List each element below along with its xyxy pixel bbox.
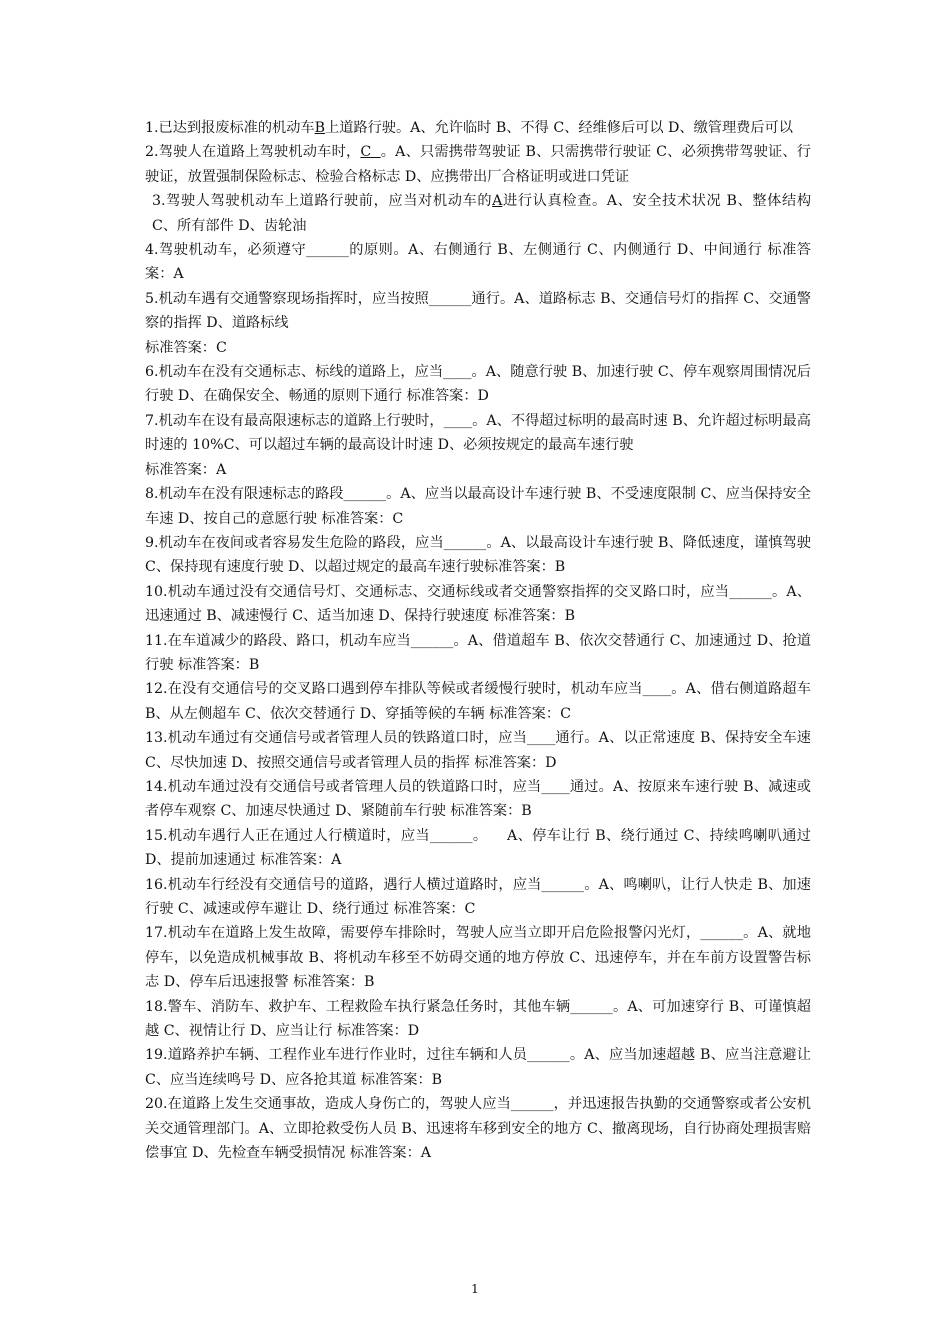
question-5: 5.机动车遇有交通警察现场指挥时，应当按照______通行。A、道路标志 B、交通信号灯的指挥 C、交通警察的指挥 D、道路标线 <box>145 290 811 332</box>
question-11: 11.在车道减少的路段、路口，机动车应当______。A、借道超车 B、依次交替通行 C、加速通过 D、抢道行驶 标准答案：B <box>145 632 811 673</box>
question-19: 19.道路养护车辆、工程作业车进行作业时，过往车辆和人员______。A、应当加速超越 B、应当注意避让 C、应当连续鸣号 D、应各抢其道 标准答案：B <box>145 1047 811 1088</box>
page-number: 1 <box>471 1282 479 1296</box>
question-9: 9.机动车在夜间或者容易发生危险的路段，应当______。A、以最高设计车速行驶 B、降低速度，谨慎驾驶 C、保持现有速度行驶 D、以超过规定的最高车速行驶标准答案：B <box>145 534 811 576</box>
question-13: 13.机动车通过有交通信号或者管理人员的铁路道口时，应当____通行。A、以正常速度 B、保持安全车速 C、尽快加速 D、按照交通信号或者管理人员的指挥 标准答案：D <box>145 730 811 771</box>
question-5-answer: 标准答案：C <box>145 339 227 356</box>
question-3-options: 进行认真检查。A、安全技术状况 B、整体结构 C、所有部件 D、齿轮油 <box>152 193 812 234</box>
question-6: 6.机动车在没有交通标志、标线的道路上，应当____。A、随意行驶 B、加速行驶 C、停车观察周围情况后行驶 D、在确保安全、畅通的原则下通行 标准答案：D <box>145 364 811 405</box>
question-10: 10.机动车通过没有交通信号灯、交通标志、交通标线或者交通警察指挥的交叉路口时，应当______。A、迅速通过 B、减速慢行 C、适当加速 D、保持行驶速度 标准答案：B <box>145 583 811 625</box>
question-list <box>145 116 816 1165</box>
question-1-answer: B <box>314 120 326 136</box>
question-1-options: 上道路行驶。A、允许临时 B、不得 C、经维修后可以 D、缴管理费后可以 <box>325 120 793 136</box>
question-15: 15.机动车遇行人正在通过人行横道时，应当______。 A、停车让行 B、绕行通过 C、持续鸣喇叭通过 D、提前加速通过 标准答案：A <box>145 827 816 869</box>
question-3-text: 3.驾驶人驾驶机动车上道路行驶前，应当对机动车的 <box>152 193 493 210</box>
question-2-answer: C <box>360 144 381 161</box>
question-1-text: 1.已达到报废标准的机动车 <box>145 120 315 136</box>
question-3-answer: A <box>492 193 503 210</box>
question-14: 14.机动车通过没有交通信号或者管理人员的铁道路口时，应当____通过。A、按原来车速行驶 B、减速或者停车观察 C、加速尽快通过 D、紧随前车行驶 标准答案：B <box>145 778 811 820</box>
question-8: 8.机动车在没有限速标志的路段______。A、应当以最高设计车速行驶 B、不受速度限制 C、应当保持安全车速 D、按自己的意愿行驶 标准答案：C <box>145 486 811 527</box>
question-16: 16.机动车行经没有交通信号的道路，遇行人横过道路时，应当______。A、鸣喇叭，让行人快走 B、加速行驶 C、减速或停车避让 D、绕行通过 标准答案：C <box>145 876 811 917</box>
question-17: 17.机动车在道路上发生故障，需要停车排除时，驾驶人应当立即开启危险报警闪光灯，______。A、就地停车，以免造成机械事故 B、将机动车移至不妨碍交通的地方停放 C、迅速停车，并在车前方设置警告标志 D、停车后迅速报警 标准答案：B <box>145 925 811 991</box>
question-12: 12.在没有交通信号的交叉路口遇到停车排队等候或者缓慢行驶时，机动车应当____。A、借右侧道路超车 B、从左侧超车 C、依次交替通行 D、穿插等候的车辆 标准答案：C <box>145 681 811 722</box>
question-2 <box>145 140 811 189</box>
question-7-answer: 标准答案：A <box>145 461 227 478</box>
question-18: 18.警车、消防车、救护车、工程救险车执行紧急任务时，其他车辆______。A、可加速穿行 B、可谨慎超越 C、视情让行 D、应当让行 标准答案：D <box>145 998 811 1040</box>
question-20: 20.在道路上发生交通事故，造成人身伤亡的，驾驶人应当______，并迅速报告执勤的交通警察或者公安机关交通管理部门。A、立即抢救受伤人员 B、迅速将车移到安全的地方 C、撤离现场，自行协商处理损害赔偿事宜 D、先检查车辆受损情况 标准答案：A <box>145 1096 811 1162</box>
question-2-options: 。A、只需携带驾驶证 B、只需携带行驶证 C、必须携带驾驶证、行驶证，放置强制保险标志、检验合格标志 D、应携带出厂合格证明或进口凭证 <box>145 144 811 185</box>
question-2-text: 2.驾驶人在道路上驾驶机动车时， <box>145 144 361 161</box>
question-7: 7.机动车在设有最高限速标志的道路上行驶时，____。A、不得超过标明的最高时速 B、允许超过标明最高时速的 10%C、可以超过车辆的最高设计时速 D、必须按规定的最高车速行驶 <box>145 412 811 454</box>
question-3 <box>145 189 811 238</box>
question-1 <box>145 116 811 140</box>
question-4: 4.驾驶机动车，必须遵守______的原则。A、右侧通行 B、左侧通行 C、内侧通行 D、中间通行 标准答案：A <box>145 242 811 283</box>
